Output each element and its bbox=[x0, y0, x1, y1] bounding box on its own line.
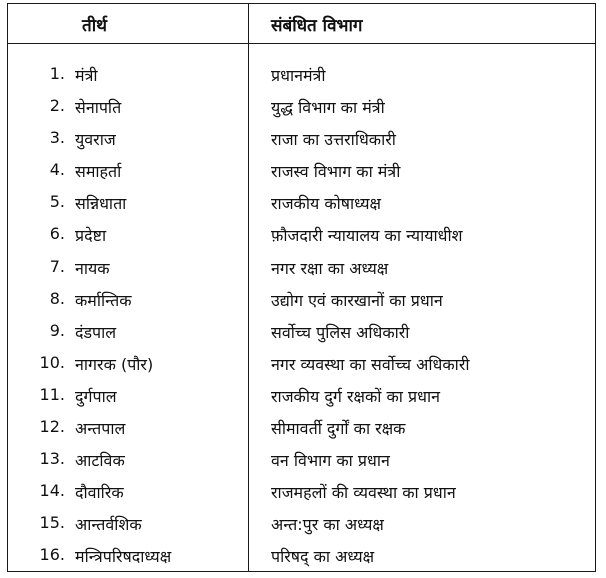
row-term: मन्त्रिपरिषदाध्यक्ष bbox=[75, 547, 172, 567]
row-number: 9. bbox=[49, 320, 65, 340]
row-department: उद्योग एवं कारखानों का प्रधान bbox=[271, 290, 443, 310]
row-term: दौवारिक bbox=[75, 483, 124, 503]
row-term: समाहर्ता bbox=[75, 162, 122, 182]
row-number: 1. bbox=[49, 64, 65, 83]
row-department: राजमहलों की व्यवस्था का प्रधान bbox=[271, 483, 456, 503]
row-department: सीमावर्ती दुर्गों का रक्षक bbox=[271, 419, 406, 439]
row-number: 2. bbox=[49, 96, 65, 116]
table-row bbox=[8, 93, 595, 125]
table-row bbox=[8, 446, 595, 478]
row-number: 5. bbox=[49, 192, 65, 212]
row-department: राजकीय दुर्ग रक्षकों का प्रधान bbox=[271, 386, 440, 406]
row-department: वन विभाग का प्रधान bbox=[271, 451, 390, 471]
row-department: प्रधानमंत्री bbox=[271, 66, 326, 85]
row-number: 13. bbox=[39, 449, 65, 469]
table-row bbox=[8, 61, 595, 93]
row-department: सर्वोच्च पुलिस अधिकारी bbox=[271, 322, 410, 342]
row-department: परिषद् का अध्यक्ष bbox=[271, 547, 375, 567]
row-term: सन्निधाता bbox=[75, 194, 127, 214]
table-row bbox=[8, 157, 595, 189]
row-department: राजा का उत्तराधिकारी bbox=[271, 130, 396, 150]
table-row bbox=[8, 125, 595, 157]
row-term: अन्तपाल bbox=[75, 419, 126, 439]
row-department: फ़ौजदारी न्यायालय का न्यायाधीश bbox=[271, 226, 463, 246]
table-row bbox=[8, 510, 595, 542]
table-row bbox=[8, 414, 595, 446]
table-body bbox=[8, 61, 595, 575]
row-number: 3. bbox=[49, 128, 65, 148]
row-department: राजकीय कोषाध्यक्ष bbox=[271, 194, 381, 214]
row-term: प्रदेष्टा bbox=[75, 226, 107, 246]
row-number: 10. bbox=[39, 352, 65, 372]
row-department: नगर रक्षा का अध्यक्ष bbox=[271, 258, 389, 278]
row-term: मंत्री bbox=[75, 66, 98, 85]
row-term: कर्मान्तिक bbox=[75, 290, 132, 310]
row-department: अन्त:पुर का अध्यक्ष bbox=[271, 515, 384, 535]
table-row bbox=[8, 189, 595, 221]
officials-table bbox=[7, 3, 596, 572]
table-row bbox=[8, 478, 595, 510]
row-term: दुर्गपाल bbox=[75, 386, 117, 406]
row-term: आटविक bbox=[75, 451, 125, 471]
row-department: राजस्व विभाग का मंत्री bbox=[271, 162, 401, 182]
row-number: 16. bbox=[39, 545, 65, 565]
row-department: नगर व्यवस्था का सर्वोच्च अधिकारी bbox=[271, 354, 470, 374]
row-number: 14. bbox=[39, 481, 65, 501]
row-term: नागरक (पौर) bbox=[75, 354, 154, 374]
table-row bbox=[8, 254, 595, 286]
row-number: 15. bbox=[39, 513, 65, 533]
header-tirth: तीर्थ bbox=[82, 16, 107, 36]
row-term: आन्तर्वशिक bbox=[75, 515, 142, 535]
row-department: युद्ध विभाग का मंत्री bbox=[271, 98, 385, 118]
row-term: दंडपाल bbox=[75, 322, 117, 342]
row-number: 12. bbox=[39, 417, 65, 437]
header-department: संबंधित विभाग bbox=[271, 16, 363, 36]
table-row bbox=[8, 382, 595, 414]
row-number: 6. bbox=[49, 224, 65, 244]
row-term: युवराज bbox=[75, 130, 116, 150]
row-number: 7. bbox=[49, 256, 65, 276]
table-header-row bbox=[8, 4, 595, 44]
row-number: 8. bbox=[49, 288, 65, 308]
row-term: नायक bbox=[75, 258, 110, 278]
row-number: 11. bbox=[39, 384, 65, 404]
table-row bbox=[8, 286, 595, 318]
table-row bbox=[8, 318, 595, 350]
table-row bbox=[8, 350, 595, 382]
table-row bbox=[8, 221, 595, 253]
row-number: 4. bbox=[49, 160, 65, 180]
table-row bbox=[8, 542, 595, 574]
row-term: सेनापति bbox=[75, 98, 122, 118]
